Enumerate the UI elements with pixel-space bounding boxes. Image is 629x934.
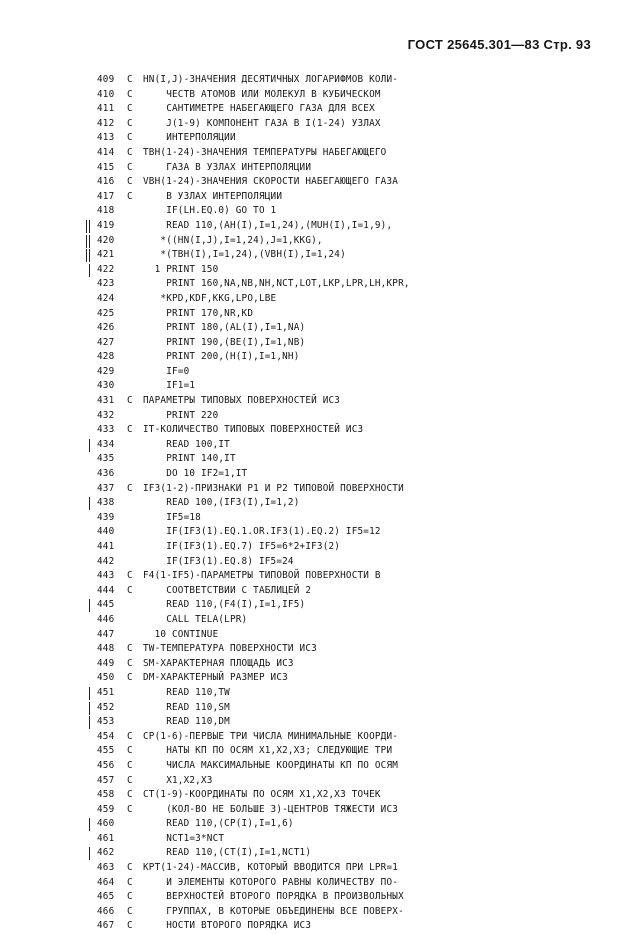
listing-line — [0, 511, 629, 526]
line-number: 455 — [97, 745, 115, 757]
listing-line — [0, 117, 629, 132]
code-text: САНТИМЕТРЕ НАБЕГАЮЩЕГО ГАЗА ДЛЯ ВСЕХ — [143, 103, 375, 115]
margin-mark — [89, 249, 90, 262]
listing-line — [0, 555, 629, 570]
line-number: 439 — [97, 511, 115, 523]
code-text: PRINT 180,(AL(I),I=1,NA) — [143, 322, 306, 334]
listing-line — [0, 379, 629, 394]
listing-line — [0, 774, 629, 789]
listing-line — [0, 321, 629, 336]
listing-line — [0, 540, 629, 555]
listing-line — [0, 277, 629, 292]
comment-marker: C — [127, 176, 133, 188]
line-number: 433 — [97, 424, 115, 436]
line-number: 427 — [97, 336, 115, 348]
code-text: *KPD,KDF,KKG,LPO,LBE — [143, 292, 277, 304]
code-text: PRINT 200,(H(I),I=1,NH) — [143, 351, 300, 363]
line-number: 445 — [97, 599, 115, 611]
listing-line — [0, 876, 629, 891]
line-number: 466 — [97, 905, 115, 917]
listing-line — [0, 482, 629, 497]
code-text: IF5=18 — [143, 511, 201, 523]
listing-line — [0, 569, 629, 584]
code-text: PRINT 170,NR,KD — [143, 307, 254, 319]
line-number: 420 — [97, 234, 115, 246]
line-number: 429 — [97, 365, 115, 377]
listing-line — [0, 628, 629, 643]
line-number: 416 — [97, 176, 115, 188]
comment-marker: C — [127, 117, 133, 129]
margin-mark — [86, 249, 87, 262]
line-number: 413 — [97, 132, 115, 144]
code-text: PRINT 140,IT — [143, 453, 236, 465]
code-text: TW-ТЕМПЕРАТУРА ПОВЕРХНОСТИ ИСЗ — [143, 643, 317, 655]
listing-line — [0, 423, 629, 438]
line-number: 462 — [97, 847, 115, 859]
line-number: 444 — [97, 584, 115, 596]
comment-marker: C — [127, 789, 133, 801]
listing-line — [0, 307, 629, 322]
listing-line — [0, 817, 629, 832]
line-number: 448 — [97, 643, 115, 655]
comment-marker: C — [127, 132, 133, 144]
line-number: 449 — [97, 657, 115, 669]
code-listing — [0, 73, 629, 934]
listing-line — [0, 803, 629, 818]
comment-marker: C — [127, 643, 133, 655]
line-number: 467 — [97, 920, 115, 932]
line-number: 418 — [97, 205, 115, 217]
code-text: (КОЛ-ВО НЕ БОЛЬШЕ 3)-ЦЕНТРОВ ТЯЖЕСТИ ИСЗ — [143, 803, 399, 815]
line-number: 451 — [97, 686, 115, 698]
code-text: СООТВЕТСТВИИ С ТАБЛИЦЕЙ 2 — [143, 584, 312, 596]
listing-line — [0, 686, 629, 701]
comment-marker: C — [127, 803, 133, 815]
listing-line — [0, 861, 629, 876]
line-number: 434 — [97, 438, 115, 450]
code-text: NCT1=3*NCT — [143, 832, 225, 844]
listing-line — [0, 175, 629, 190]
line-number: 464 — [97, 876, 115, 888]
comment-marker: C — [127, 730, 133, 742]
code-text: READ 110,(AH(I),I=1,24),(MUH(I),I=1,9), — [143, 219, 393, 231]
page-header: ГОСТ 25645.301—83 Стр. 93 — [407, 37, 591, 52]
comment-marker: C — [127, 891, 133, 903]
code-text: CALL TELA(LPR) — [143, 613, 248, 625]
listing-line — [0, 657, 629, 672]
line-number: 425 — [97, 307, 115, 319]
line-number: 465 — [97, 891, 115, 903]
comment-marker: C — [127, 774, 133, 786]
code-text: ГАЗА В УЗЛАХ ИНТЕРПОЛЯЦИИ — [143, 161, 312, 173]
listing-line — [0, 744, 629, 759]
line-number: 423 — [97, 278, 115, 290]
margin-mark — [89, 439, 90, 452]
code-text: CP(1-6)-ПЕРВЫЕ ТРИ ЧИСЛА МИНИМАЛЬНЫЕ КООРДИ- — [143, 730, 399, 742]
code-text: IF(IF3(1).EQ.1.OR.IF3(1).EQ.2) IF5=12 — [143, 526, 381, 538]
margin-mark — [89, 818, 90, 831]
code-text: DO 10 IF2=1,IT — [143, 468, 248, 480]
line-number: 411 — [97, 103, 115, 115]
line-number: 435 — [97, 453, 115, 465]
comment-marker: C — [127, 672, 133, 684]
line-number: 415 — [97, 161, 115, 173]
listing-line — [0, 730, 629, 745]
line-number: 438 — [97, 497, 115, 509]
code-text: READ 100,IT — [143, 438, 230, 450]
margin-mark — [89, 599, 90, 612]
listing-line — [0, 846, 629, 861]
line-number: 450 — [97, 672, 115, 684]
listing-line — [0, 234, 629, 249]
code-text: ИНТЕРПОЛЯЦИИ — [143, 132, 236, 144]
code-text: *(TBH(I),I=1,24),(VBH(I),I=1,24) — [143, 249, 346, 261]
comment-marker: C — [127, 745, 133, 757]
code-text: НОСТИ ВТОРОГО ПОРЯДКА ИСЗ — [143, 920, 312, 932]
line-number: 422 — [97, 263, 115, 275]
listing-line — [0, 73, 629, 88]
comment-marker: C — [127, 759, 133, 771]
listing-line — [0, 759, 629, 774]
code-text: DM-ХАРАКТЕРНЫЙ РАЗМЕР ИСЗ — [143, 672, 288, 684]
line-number: 419 — [97, 219, 115, 231]
line-number: 436 — [97, 468, 115, 480]
code-text: IF(IF3(1).EQ.8) IF5=24 — [143, 555, 294, 567]
margin-mark — [89, 264, 90, 277]
listing-line — [0, 102, 629, 117]
code-text: CT(1-9)-КООРДИНАТЫ ПО ОСЯМ X1,X2,X3 ТОЧЕК — [143, 789, 381, 801]
code-text: HN(I,J)-ЗНАЧЕНИЯ ДЕСЯТИЧНЫХ ЛОГАРИФМОВ КОЛИ- — [143, 74, 399, 85]
comment-marker: C — [127, 862, 133, 874]
line-number: 430 — [97, 380, 115, 392]
listing-line — [0, 263, 629, 278]
listing-line — [0, 88, 629, 103]
listing-line — [0, 642, 629, 657]
code-text: READ 110,(CT(I),I=1,NCT1) — [143, 847, 312, 859]
listing-line — [0, 919, 629, 934]
code-text: READ 110,TW — [143, 686, 230, 698]
line-number: 421 — [97, 249, 115, 261]
listing-line — [0, 394, 629, 409]
line-number: 442 — [97, 555, 115, 567]
margin-mark — [89, 497, 90, 510]
line-number: 432 — [97, 409, 115, 421]
code-text: KPT(1-24)-МАССИВ, КОТОРЫЙ ВВОДИТСЯ ПРИ LPR=1 — [143, 862, 399, 874]
code-text: IF1=1 — [143, 380, 196, 392]
listing-line — [0, 701, 629, 716]
comment-marker: C — [127, 88, 133, 100]
listing-line — [0, 161, 629, 176]
listing-line — [0, 467, 629, 482]
code-text: IF=0 — [143, 365, 190, 377]
line-number: 447 — [97, 628, 115, 640]
comment-marker: C — [127, 905, 133, 917]
code-text: PRINT 160,NA,NB,NH,NCT,LOT,LKP,LPR,LH,KPR, — [143, 278, 410, 290]
code-text: READ 110,(F4(I),I=1,IF5) — [143, 599, 306, 611]
line-number: 431 — [97, 395, 115, 407]
margin-mark — [86, 235, 87, 248]
line-number: 412 — [97, 117, 115, 129]
listing-line — [0, 365, 629, 380]
margin-mark — [89, 220, 90, 233]
line-number: 414 — [97, 146, 115, 158]
code-text: J(1-9) КОМПОНЕНТ ГАЗА В I(1-24) УЗЛАХ — [143, 117, 381, 129]
code-text: ВЕРХНОСТЕЙ ВТОРОГО ПОРЯДКА В ПРОИЗВОЛЬНЫХ — [143, 891, 404, 903]
line-number: 454 — [97, 730, 115, 742]
line-number: 452 — [97, 701, 115, 713]
code-text: И ЭЛЕМЕНТЫ КОТОРОГО РАВНЫ КОЛИЧЕСТВУ ПО- — [143, 876, 399, 888]
line-number: 443 — [97, 570, 115, 582]
code-text: READ 110,DM — [143, 716, 230, 728]
line-number: 440 — [97, 526, 115, 538]
comment-marker: C — [127, 424, 133, 436]
margin-mark — [86, 220, 87, 233]
listing-line — [0, 219, 629, 234]
code-text: 1 PRINT 150 — [143, 263, 219, 275]
code-text: X1,X2,X3 — [143, 774, 213, 786]
line-number: 409 — [97, 74, 115, 85]
listing-line — [0, 146, 629, 161]
comment-marker: C — [127, 584, 133, 596]
line-number: 410 — [97, 88, 115, 100]
line-number: 428 — [97, 351, 115, 363]
listing-line — [0, 336, 629, 351]
line-number: 441 — [97, 541, 115, 552]
code-text: ПАРАМЕТРЫ ТИПОВЫХ ПОВЕРХНОСТЕЙ ИСЗ — [143, 395, 341, 407]
comment-marker: C — [127, 161, 133, 173]
line-number: 417 — [97, 190, 115, 202]
code-text: PRINT 220 — [143, 409, 219, 421]
code-text: ЧИСЛА МАКСИМАЛЬНЫЕ КООРДИНАТЫ КП ПО ОСЯМ — [143, 759, 399, 771]
comment-marker: C — [127, 146, 133, 158]
comment-marker: C — [127, 74, 133, 85]
comment-marker: C — [127, 657, 133, 669]
listing-line — [0, 248, 629, 263]
code-text: *((HN(I,J),I=1,24),J=1,KKG), — [143, 234, 323, 246]
line-number: 437 — [97, 482, 115, 494]
listing-line — [0, 832, 629, 847]
line-number: 457 — [97, 774, 115, 786]
listing-line — [0, 613, 629, 628]
code-text: НАТЫ КП ПО ОСЯМ X1,X2,X3; СЛЕДУЮЩИЕ ТРИ — [143, 745, 393, 757]
code-text: VBH(1-24)-ЗНАЧЕНИЯ СКОРОСТИ НАБЕГАЮЩЕГО ГАЗА — [143, 176, 399, 188]
listing-line — [0, 496, 629, 511]
listing-line — [0, 671, 629, 686]
line-number: 458 — [97, 789, 115, 801]
code-text: ГРУППАХ, В КОТОРЫЕ ОБЪЕДИНЕНЫ ВСЕ ПОВЕРХ- — [143, 905, 404, 917]
comment-marker: C — [127, 103, 133, 115]
listing-line — [0, 525, 629, 540]
line-number: 461 — [97, 832, 115, 844]
listing-line — [0, 452, 629, 467]
code-text: TBH(1-24)-ЗНАЧЕНИЯ ТЕМПЕРАТУРЫ НАБЕГАЮЩЕГО — [143, 146, 387, 158]
comment-marker: C — [127, 395, 133, 407]
comment-marker: C — [127, 876, 133, 888]
listing-line — [0, 584, 629, 599]
listing-line — [0, 204, 629, 219]
comment-marker: C — [127, 920, 133, 932]
margin-mark — [89, 235, 90, 248]
code-text: READ 110,SM — [143, 701, 230, 713]
line-number: 456 — [97, 759, 115, 771]
code-text: SM-ХАРАКТЕРНАЯ ПЛОЩАДЬ ИСЗ — [143, 657, 294, 669]
comment-marker: C — [127, 570, 133, 582]
code-text: IF3(1-2)-ПРИЗНАКИ P1 И P2 ТИПОВОЙ ПОВЕРХНОСТИ — [143, 482, 404, 494]
line-number: 453 — [97, 716, 115, 728]
listing-line — [0, 190, 629, 205]
listing-line — [0, 292, 629, 307]
code-text: READ 110,(CP(I),I=1,6) — [143, 818, 294, 830]
margin-mark — [89, 687, 90, 700]
code-text: IF(LH.EQ.0) GO TO 1 — [143, 205, 277, 217]
line-number: 426 — [97, 322, 115, 334]
code-text: 10 CONTINUE — [143, 628, 219, 640]
code-text: ЧЕСТВ АТОМОВ ИЛИ МОЛЕКУЛ В КУБИЧЕСКОМ — [143, 88, 381, 100]
margin-mark — [89, 847, 90, 860]
listing-line — [0, 409, 629, 424]
line-number: 459 — [97, 803, 115, 815]
line-number: 424 — [97, 292, 115, 304]
code-text: IT-КОЛИЧЕСТВО ТИПОВЫХ ПОВЕРХНОСТЕЙ ИСЗ — [143, 424, 364, 436]
comment-marker: C — [127, 190, 133, 202]
line-number: 463 — [97, 862, 115, 874]
code-text: PRINT 190,(BE(I),I=1,NB) — [143, 336, 306, 348]
code-text: READ 100,(IF3(I),I=1,2) — [143, 497, 300, 509]
line-number: 460 — [97, 818, 115, 830]
listing-line — [0, 438, 629, 453]
listing-line — [0, 131, 629, 146]
listing-line — [0, 350, 629, 365]
comment-marker: C — [127, 482, 133, 494]
listing-line — [0, 890, 629, 905]
line-number: 446 — [97, 613, 115, 625]
listing-line — [0, 788, 629, 803]
listing-line — [0, 905, 629, 920]
code-text: В УЗЛАХ ИНТЕРПОЛЯЦИИ — [143, 190, 283, 202]
margin-mark — [89, 716, 90, 729]
code-text: F4(1-IF5)-ПАРАМЕТРЫ ТИПОВОЙ ПОВЕРХНОСТИ В — [143, 570, 381, 582]
listing-line — [0, 598, 629, 613]
code-text: IF(IF3(1).EQ.7) IF5=6*2+IF3(2) — [143, 541, 341, 552]
listing-line — [0, 715, 629, 730]
margin-mark — [89, 702, 90, 715]
